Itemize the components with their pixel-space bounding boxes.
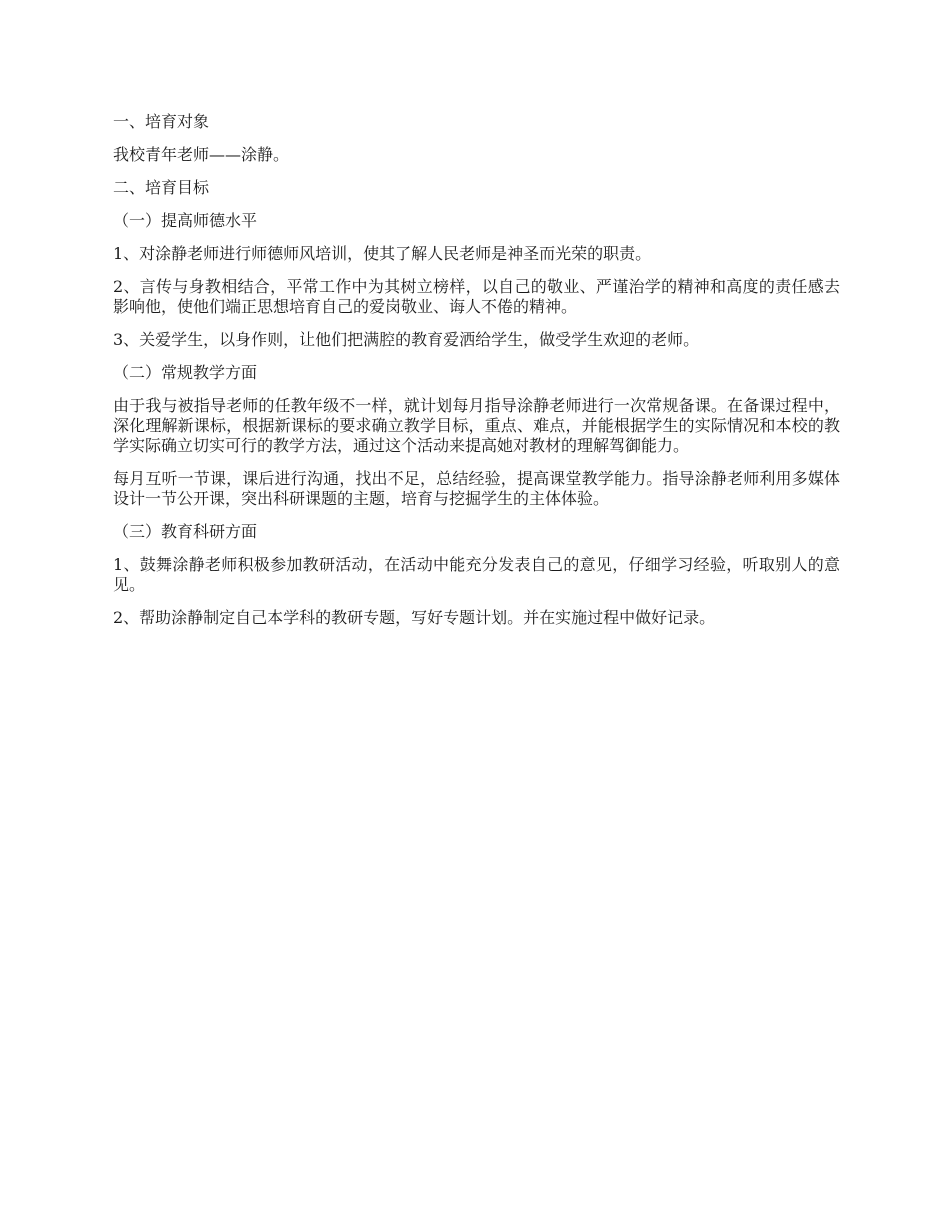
document-body	[113, 112, 840, 641]
ethics-item-1: 1、对涂静老师进行师德师风培训，使其了解人民老师是神圣而光荣的职责。	[113, 244, 652, 263]
ethics-item-2: 2、言传与身教相结合，平常工作中为其树立榜样，以自己的敬业、严谨治学的精神和高度的责任感去影响他，使他们端正思想培育自己的爱岗敬业、诲人不倦的精神。	[113, 277, 840, 316]
research-item-2: 2、帮助涂静制定自己本学科的教研专题，写好专题计划。并在实施过程中做好记录。	[113, 608, 716, 627]
section-heading-goals: 二、培育目标	[113, 178, 210, 197]
subheading-research: （三）教育科研方面	[113, 522, 258, 541]
research-item-1: 1、鼓舞涂静老师积极参加教研活动，在活动中能充分发表自己的意见，仔细学习经验，听取别人的意见。	[113, 555, 840, 594]
subheading-ethics: （一）提高师德水平	[113, 211, 258, 230]
target-text: 我校青年老师——涂静。	[113, 145, 290, 164]
teaching-paragraph-1: 由于我与被指导老师的任教年级不一样，就计划每月指导涂静老师进行一次常规备课。在备课过程中，深化理解新课标，根据新课标的要求确立教学目标，重点、难点，并能根据学生的实际情况和本校的教学实际确立切实可行的教学方法，通过这个活动来提高她对教材的理解驾御能力。	[113, 396, 840, 455]
section-heading-target: 一、培育对象	[113, 112, 210, 131]
subheading-teaching: （二）常规教学方面	[113, 363, 258, 382]
ethics-item-3: 3、关爱学生，以身作则，让他们把满腔的教育爱洒给学生，做受学生欢迎的老师。	[113, 330, 700, 349]
teaching-paragraph-2: 每月互听一节课，课后进行沟通，找出不足，总结经验，提高课堂教学能力。指导涂静老师利用多媒体设计一节公开课，突出科研课题的主题，培育与挖掘学生的主体体验。	[113, 469, 840, 508]
